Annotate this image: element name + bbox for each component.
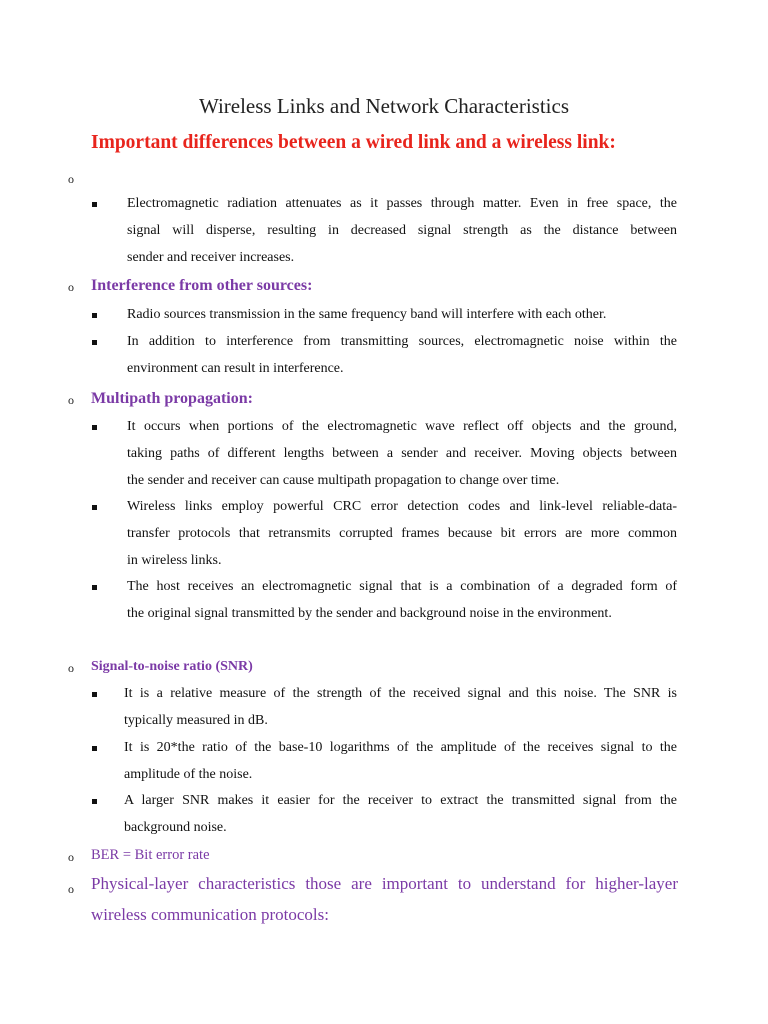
text-line: In addition to interference from transmitting sources, electromagnetic noise within the — [127, 334, 677, 349]
square-bullet-icon — [92, 799, 97, 804]
section-heading-ber: BER = Bit error rate — [91, 847, 210, 863]
text-line: Electromagnetic radiation attenuates as it passes through matter. Even in free space, the — [127, 196, 677, 211]
outline-bullet: o — [68, 882, 74, 896]
text-line: Radio sources transmission in the same frequency band will interfere with each other. — [127, 307, 607, 322]
section-heading-snr: Signal-to-noise ratio (SNR) — [91, 659, 253, 674]
text-line: amplitude of the noise. — [124, 767, 253, 782]
section-heading-physical-layer: Physical-layer characteristics those are important to understand for higher-layer — [91, 874, 678, 893]
text-line: transfer protocols that retransmits corrupted frames because bit errors are more common — [127, 526, 677, 541]
text-line: It is a relative measure of the strength of the received signal and this noise. The SNR is — [124, 686, 677, 701]
square-bullet-icon — [92, 340, 97, 345]
text-line: sender and receiver increases. — [127, 250, 295, 265]
text-line: background noise. — [124, 820, 227, 835]
outline-bullet: o — [68, 661, 74, 675]
square-bullet-icon — [92, 692, 97, 697]
outline-bullet: o — [68, 850, 74, 864]
text-line: typically measured in dB. — [124, 713, 268, 728]
text-line: It occurs when portions of the electromagnetic wave reflect off objects and the ground, — [127, 419, 677, 434]
text-line: in wireless links. — [127, 553, 222, 568]
square-bullet-icon — [92, 746, 97, 751]
square-bullet-icon — [92, 585, 97, 590]
section-heading-interference: Interference from other sources: — [91, 277, 313, 294]
text-line: taking paths of different lengths between a sender and receiver. Moving objects between — [127, 446, 677, 461]
text-line: Wireless links employ powerful CRC error detection codes and link-level reliable-data- — [127, 499, 677, 514]
text-line: the sender and receiver can cause multipath propagation to change over time. — [127, 473, 560, 488]
outline-bullet: o — [68, 172, 74, 186]
square-bullet-icon — [92, 202, 97, 207]
document-subtitle: Important differences between a wired link and a wireless link: — [91, 132, 616, 153]
outline-bullet: o — [68, 393, 74, 407]
outline-bullet: o — [68, 280, 74, 294]
text-line: signal will disperse, resulting in decreased signal strength as the distance between — [127, 223, 677, 238]
text-line: the original signal transmitted by the sender and background noise in the environment. — [127, 606, 612, 621]
text-line: It is 20*the ratio of the base-10 logarithms of the amplitude of the receives signal to the — [124, 740, 677, 755]
text-line: environment can result in interference. — [127, 361, 344, 376]
square-bullet-icon — [92, 425, 97, 430]
text-line: A larger SNR makes it easier for the receiver to extract the transmitted signal from the — [124, 793, 677, 808]
section-heading-multipath: Multipath propagation: — [91, 390, 253, 407]
square-bullet-icon — [92, 505, 97, 510]
text-line: The host receives an electromagnetic signal that is a combination of a degraded form of — [127, 579, 677, 594]
document-title: Wireless Links and Network Characteristics — [198, 94, 570, 118]
section-heading-physical-layer-cont: wireless communication protocols: — [91, 905, 329, 924]
square-bullet-icon — [92, 313, 97, 318]
